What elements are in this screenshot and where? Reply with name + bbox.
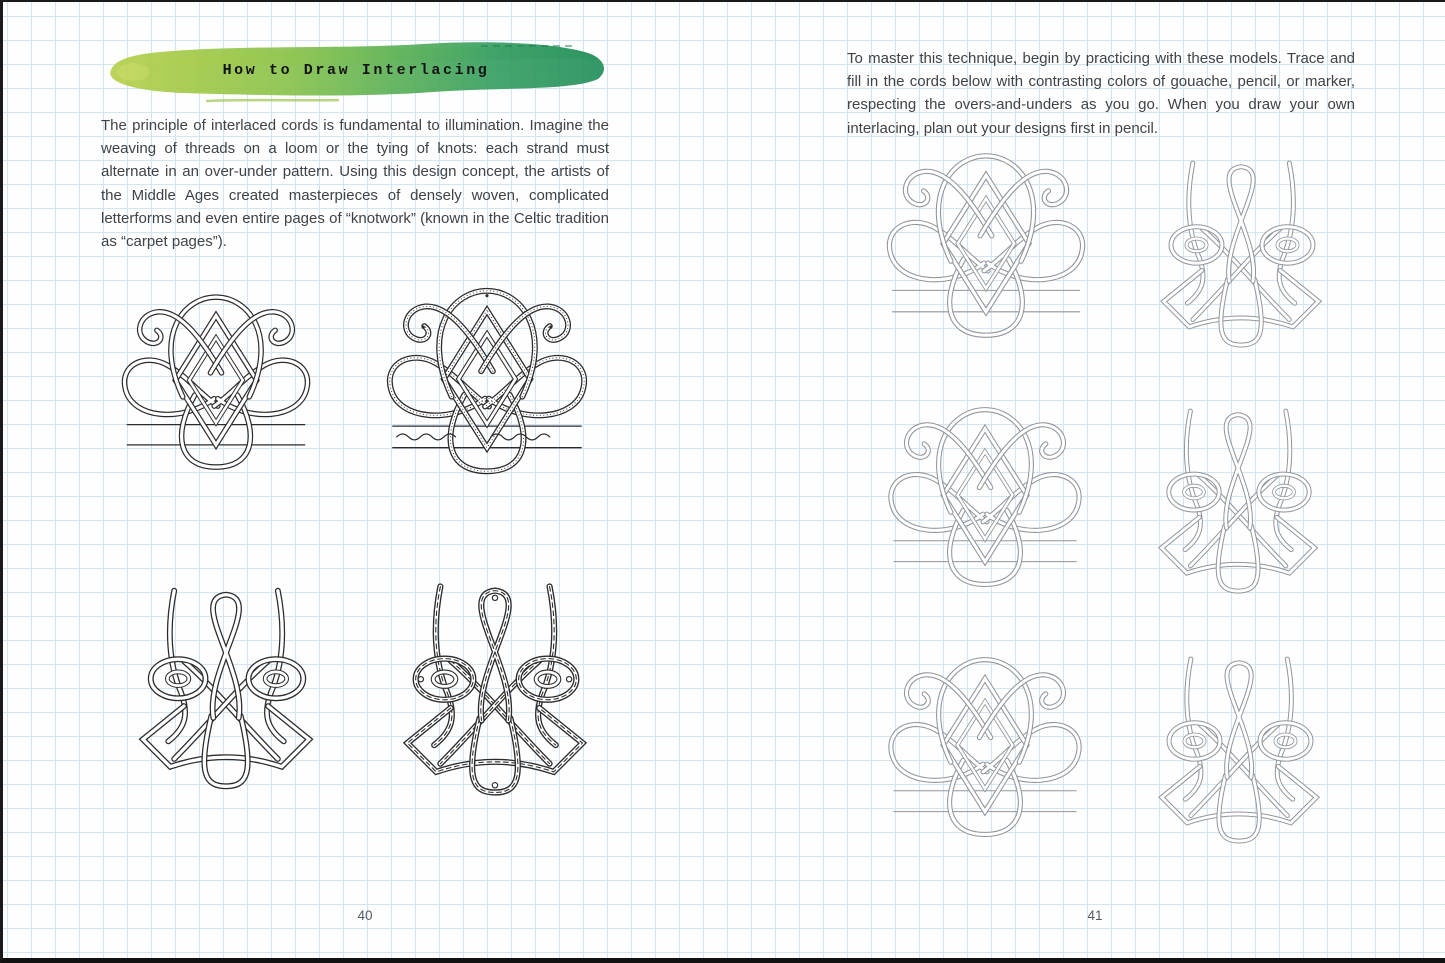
crown-knot-outline-model: [105, 286, 327, 480]
crown-knot-practice-1: [869, 144, 1103, 349]
page-number-right: 41: [1087, 908, 1103, 923]
crown-knot-practice-2: [871, 398, 1099, 598]
page-number-left: 40: [357, 908, 373, 923]
page-title: How to Draw Interlacing: [222, 62, 490, 79]
gate-knot-outline-model: [129, 579, 325, 799]
right-page-paragraph: To master this technique, begin by practicing with these models. Trace and fill in the cords below with contrasting colors of gouache, pencil, or marker, respecting the overs-and-unders as you go. When you draw your own interlacing, plan out your designs first in pencil.: [847, 50, 1355, 137]
crown-knot-practice-3: [871, 648, 1099, 848]
gate-knot-practice-3: [1149, 648, 1331, 853]
gate-knot-practice-2: [1149, 400, 1329, 603]
gate-knot-decorated-model: [393, 574, 599, 806]
left-page-paragraph: The principle of interlaced cords is fundamental to illumination. Imagine the weaving of threads on a loom or the tying of knots: each strand must alternate in an over-under pattern. Using this design concept, the artists of the Middle Ages created masterpieces of densely woven, complicated letterforms and even entire pages of “knotwork” (known in the Celtic tradition as “carpet pages”).: [101, 117, 609, 251]
gate-knot-practice-1: [1151, 152, 1333, 357]
chapter-title-banner: [101, 28, 611, 108]
crown-knot-decorated-model: [369, 279, 605, 485]
